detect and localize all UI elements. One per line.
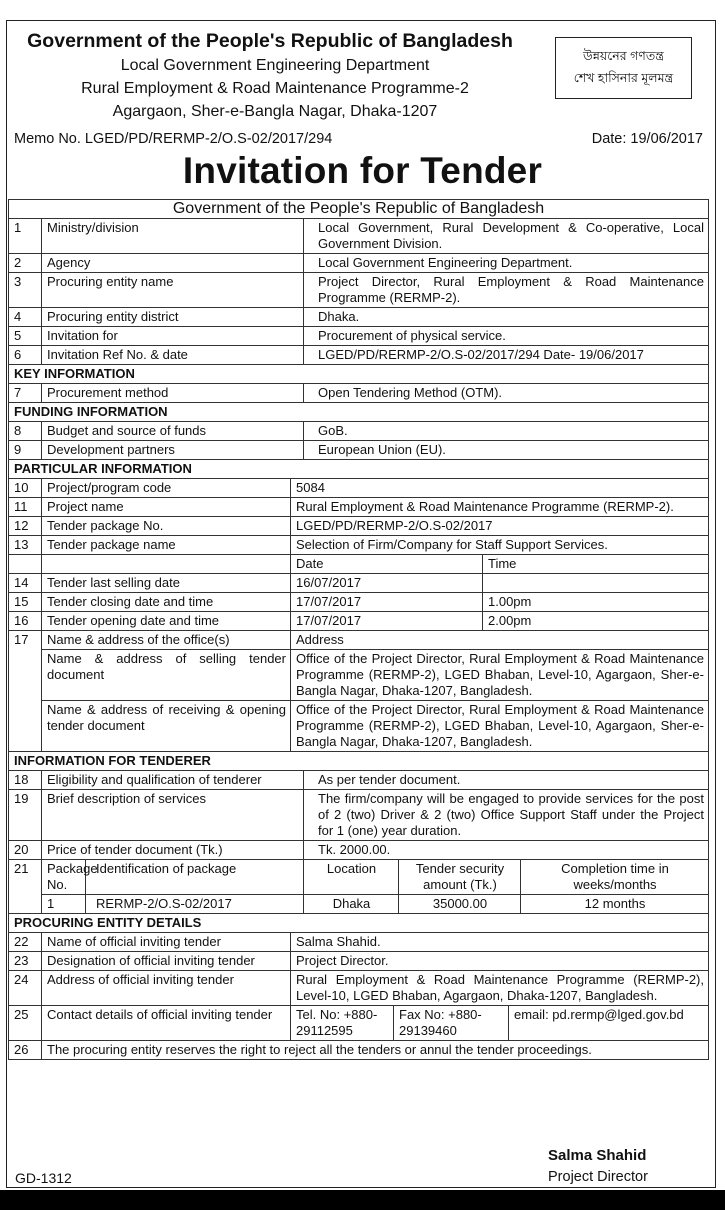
row-value: Rural Employment & Road Maintenance Programme (RERMP-2), Level-10, LGED Bhaban, Agargaon, Dhaka-1207, Bangladesh.: [291, 971, 709, 1006]
completion-time: 12 months: [521, 895, 709, 914]
table-row: [9, 1006, 709, 1041]
row-label: Price of tender document (Tk.): [42, 841, 304, 860]
row-number: 20: [9, 841, 42, 860]
row-number: 24: [9, 971, 42, 1006]
table-row: [9, 701, 709, 752]
table-row: [9, 308, 709, 327]
department-heading: Local Government Engineering Department: [120, 57, 430, 74]
row-label: Development partners: [42, 441, 304, 460]
date-time-header-row: [9, 555, 709, 574]
row-value: Office of the Project Director, Rural Employment & Road Maintenance Programme (RERMP-2), LGED Bhaban, Level-10, Agargaon, Sher-e-Bangla Nagar, Dhaka-1207, Bangladesh.: [291, 701, 709, 752]
row-number: 2: [9, 254, 42, 273]
row-number: 12: [9, 517, 42, 536]
table-row: [9, 841, 709, 860]
table-row: [9, 422, 709, 441]
row-label: Tender package No.: [42, 517, 291, 536]
document-title: Invitation for Tender: [182, 150, 543, 191]
row-value: Project Director.: [291, 952, 709, 971]
row-label: Procuring entity name: [42, 273, 304, 308]
table-row: [9, 498, 709, 517]
location-header: Location: [304, 860, 399, 895]
memo-date: Date: 19/06/2017: [591, 131, 703, 147]
row-number: 19: [9, 790, 42, 841]
row-label: Procuring entity district: [42, 308, 304, 327]
row-value: GoB.: [304, 422, 709, 441]
row-number: 15: [9, 593, 42, 612]
table-heading: Government of the People's Republic of Bangladesh: [9, 200, 709, 219]
row-value: Open Tendering Method (OTM).: [304, 384, 709, 403]
row-number: 8: [9, 422, 42, 441]
row-number: 16: [9, 612, 42, 631]
table-row: [9, 771, 709, 790]
section-information-for-tenderer: INFORMATION FOR TENDERER: [9, 752, 709, 771]
row-number: 6: [9, 346, 42, 365]
row-number: 7: [9, 384, 42, 403]
row-label: Project/program code: [42, 479, 291, 498]
date-column-header: Date: [291, 555, 483, 574]
section-header-row: [9, 752, 709, 771]
row-value: LGED/PD/RERMP-2/O.S-02/2017/294 Date- 19/06/2017: [304, 346, 709, 365]
row-time: 2.00pm: [483, 612, 709, 631]
gd-code: GD-1312: [15, 1170, 72, 1186]
package-identification: RERMP-2/O.S-02/2017: [86, 895, 304, 914]
row-number: 5: [9, 327, 42, 346]
row-number: 1: [9, 219, 42, 254]
row-label: Tender closing date and time: [42, 593, 291, 612]
package-location: Dhaka: [304, 895, 399, 914]
row-value: European Union (EU).: [304, 441, 709, 460]
row-value: Rural Employment & Road Maintenance Programme (RERMP-2).: [291, 498, 709, 517]
row-label: Invitation for: [42, 327, 304, 346]
row-value: The procuring entity reserves the right to reject all the tenders or annul the tender proceedings.: [42, 1041, 709, 1060]
row-value: Tk. 2000.00.: [304, 841, 709, 860]
government-heading: Government of the People's Republic of Bangladesh: [27, 30, 513, 52]
table-row: [9, 273, 709, 308]
section-header-row: [9, 914, 709, 933]
section-header-row: [9, 460, 709, 479]
table-row: [9, 384, 709, 403]
table-row: [9, 346, 709, 365]
table-row: [9, 952, 709, 971]
row-value: Office of the Project Director, Rural Employment & Road Maintenance Programme (RERMP-2), LGED Bhaban, Level-10, Agargaon, Sher-e-Bangla Nagar, Dhaka-1207, Bangladesh.: [291, 650, 709, 701]
row-number: 22: [9, 933, 42, 952]
row-label: Address of official inviting tender: [42, 971, 291, 1006]
row-value: Salma Shahid.: [291, 933, 709, 952]
row-value: Procurement of physical service.: [304, 327, 709, 346]
table-row: [9, 631, 709, 650]
row-value: 5084: [291, 479, 709, 498]
row-label: Ministry/division: [42, 219, 304, 254]
table-row: [9, 933, 709, 952]
section-particular-information: PARTICULAR INFORMATION: [9, 460, 709, 479]
completion-time-header: Completion time in weeks/months: [521, 860, 709, 895]
section-key-information: KEY INFORMATION: [9, 365, 709, 384]
row-value: Local Government, Rural Development & Co-operative, Local Government Division.: [304, 219, 709, 254]
package-no-header: Package No.: [42, 860, 86, 895]
tender-security-header: Tender security amount (Tk.): [399, 860, 521, 895]
table-row: [9, 327, 709, 346]
table-row: [9, 219, 709, 254]
section-header-row: [9, 365, 709, 384]
table-row: [9, 593, 709, 612]
tender-security: 35000.00: [399, 895, 521, 914]
row-label: Contact details of official inviting tender: [42, 1006, 291, 1041]
row-value: Address: [291, 631, 709, 650]
row-date: 16/07/2017: [291, 574, 483, 593]
time-column-header: Time: [483, 555, 709, 574]
row-number: 9: [9, 441, 42, 460]
row-number: 13: [9, 536, 42, 555]
row-label: Eligibility and qualification of tenderer: [42, 771, 304, 790]
identification-header: Identification of package: [86, 860, 304, 895]
row-label: Name & address of the office(s): [42, 631, 291, 650]
section-funding-information: FUNDING INFORMATION: [9, 403, 709, 422]
memo-number: Memo No. LGED/PD/RERMP-2/O.S-02/2017/294: [14, 131, 333, 147]
contact-email: email: pd.rermp@lged.gov.bd: [509, 1006, 709, 1041]
row-number: 4: [9, 308, 42, 327]
row-label: Tender package name: [42, 536, 291, 555]
tender-table: [8, 199, 709, 1060]
row-number: 3: [9, 273, 42, 308]
row-label: Brief description of services: [42, 790, 304, 841]
row-value: The firm/company will be engaged to provide services for the post of 2 (two) Driver & 2 (two) Office Support Staff under the Project for 1 (one) year duration.: [304, 790, 709, 841]
signatory-name: Salma Shahid: [548, 1147, 647, 1164]
table-row: [9, 612, 709, 631]
row-value: Selection of Firm/Company for Staff Support Services.: [291, 536, 709, 555]
package-header-row: [9, 860, 709, 895]
table-row: [9, 536, 709, 555]
row-value: Dhaka.: [304, 308, 709, 327]
section-header-row: [9, 403, 709, 422]
section-procuring-entity-details: PROCURING ENTITY DETAILS: [9, 914, 709, 933]
table-row: [9, 1041, 709, 1060]
row-date: 17/07/2017: [291, 593, 483, 612]
table-row: [9, 574, 709, 593]
row-number: 26: [9, 1041, 42, 1060]
row-number: 11: [9, 498, 42, 517]
signatory-title: Project Director: [548, 1169, 648, 1185]
contact-fax: Fax No: +880-29139460: [394, 1006, 509, 1041]
row-label: Invitation Ref No. & date: [42, 346, 304, 365]
programme-heading: Rural Employment & Road Maintenance Programme-2: [81, 80, 469, 97]
row-label: Project name: [42, 498, 291, 517]
row-label: Procurement method: [42, 384, 304, 403]
row-value: As per tender document.: [304, 771, 709, 790]
row-value: LGED/PD/RERMP-2/O.S-02/2017: [291, 517, 709, 536]
table-heading-row: [9, 200, 709, 219]
row-label: Agency: [42, 254, 304, 273]
slogan-line-2: শেখ হাসিনার মূলমন্ত্র: [573, 71, 674, 85]
row-number: 17: [9, 631, 42, 752]
row-number: 18: [9, 771, 42, 790]
row-label: Name & address of receiving & opening tender document: [42, 701, 291, 752]
row-number: 14: [9, 574, 42, 593]
row-label: Designation of official inviting tender: [42, 952, 291, 971]
row-date: 17/07/2017: [291, 612, 483, 631]
row-label: Tender last selling date: [42, 574, 291, 593]
table-row: [9, 517, 709, 536]
row-label: Name & address of selling tender document: [42, 650, 291, 701]
row-value: Local Government Engineering Department.: [304, 254, 709, 273]
row-label: Budget and source of funds: [42, 422, 304, 441]
row-value: Project Director, Rural Employment & Road Maintenance Programme (RERMP-2).: [304, 273, 709, 308]
row-number: 21: [9, 860, 42, 914]
row-number: 25: [9, 1006, 42, 1041]
bottom-black-bar: [0, 1190, 725, 1210]
slogan-box: [555, 37, 692, 99]
table-row: [9, 441, 709, 460]
contact-telephone: Tel. No: +880-29112595: [291, 1006, 394, 1041]
table-row: [9, 790, 709, 841]
row-time: 1.00pm: [483, 593, 709, 612]
slogan-line-1: উন্নয়নের গণতন্ত্র: [583, 49, 664, 63]
package-no: 1: [42, 895, 86, 914]
address-heading: Agargaon, Sher-e-Bangla Nagar, Dhaka-1207: [112, 103, 438, 120]
table-row: [9, 254, 709, 273]
row-time: [483, 574, 709, 593]
row-number: 10: [9, 479, 42, 498]
table-row: [9, 479, 709, 498]
package-row: [9, 895, 709, 914]
row-label: Name of official inviting tender: [42, 933, 291, 952]
row-label: Tender opening date and time: [42, 612, 291, 631]
table-row: [9, 971, 709, 1006]
row-number: 23: [9, 952, 42, 971]
table-row: [9, 650, 709, 701]
